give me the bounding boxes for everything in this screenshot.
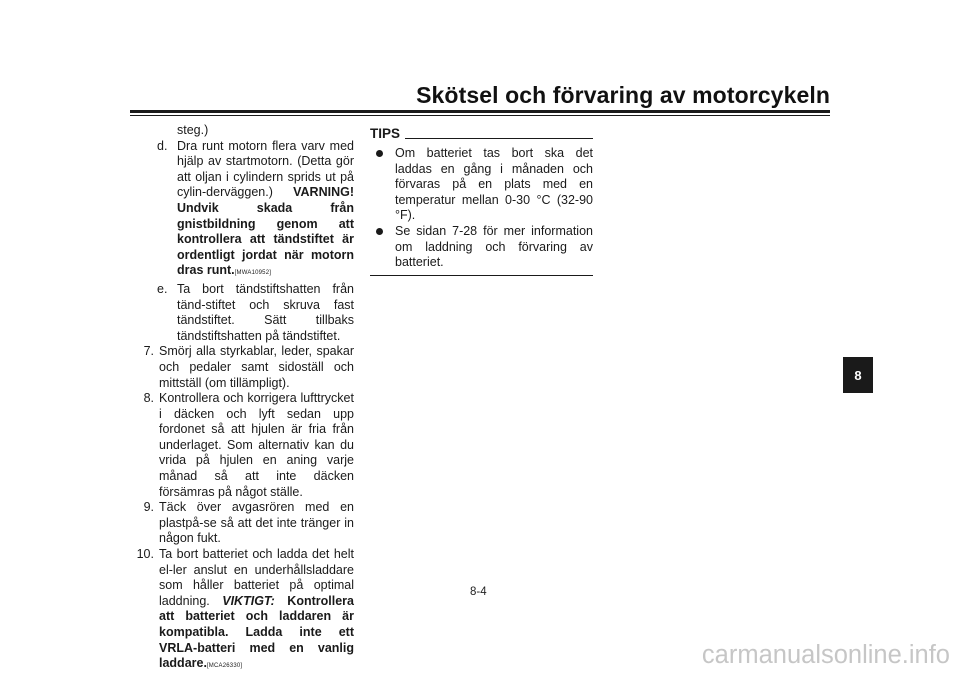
- step-7: [120, 344, 354, 391]
- watermark: carmanualsonline.info: [701, 641, 950, 669]
- step-e-label: e.: [157, 281, 168, 296]
- step-d: [120, 139, 354, 282]
- tip-item: [370, 146, 593, 224]
- header-rule-thin: [130, 115, 830, 116]
- step-d-warning: VARNING! Undvik skada från gnistbildning genom att kontrollera att tändstiftet är ordentligt jordat när motorn dras runt.: [177, 185, 354, 278]
- step-e-text: Ta bort tändstiftshatten från tänd-stiftet och skruva fast tändstiftet. Sätt tillbaks tändstiftshatten på tändstiftet.: [177, 281, 354, 343]
- step-8-text: Kontrollera och korrigera lufttrycket i däcken och lyft sedan upp fordonet så att hjulen är fria från underlaget. Som alternativ kan du vrida på hjulen en aning varje månad så att inte däcken försämras på något ställe.: [159, 391, 354, 499]
- page-number: 8-4: [470, 586, 487, 598]
- step-d-code: [MWA10952]: [234, 270, 272, 277]
- step-10-text: Ta bort batteriet och ladda det helt el-ler anslut en underhållsladdare som håller batteriet på optimal laddning.: [159, 547, 354, 608]
- step-10-notice: Kontrollera att batteriet och laddaren är kompatibla. Ladda inte ett VRLA-batteri med en vanlig laddare.: [159, 593, 354, 671]
- tips-header-rule: [405, 138, 593, 139]
- tips-list: [370, 146, 593, 271]
- tip-text: Om batteriet tas bort ska det laddas en gång i månaden och förvaras på en plats med en temperatur mellan 0-30 °C (32-90 °F).: [395, 146, 593, 223]
- step-e: [120, 282, 354, 344]
- header-rule-thick: [130, 110, 830, 113]
- tips-box: [370, 126, 593, 276]
- step-9-label: 9.: [143, 500, 154, 515]
- step-7-label: 7.: [143, 344, 154, 359]
- step-d-text: Dra runt motorn flera varv med hjälp av startmotorn. (Detta gör att oljan i cylindern sprids ut på cylin-derväggen.): [177, 138, 354, 200]
- intro-continuation: steg.): [177, 123, 209, 137]
- step-10-notice-label: VIKTIGT:: [222, 593, 275, 608]
- step-d-label: d.: [157, 138, 168, 153]
- left-column: [120, 123, 354, 675]
- bullet-icon: [376, 228, 383, 235]
- step-8-label: 8.: [143, 391, 154, 406]
- step-9-text: Täck över avgasrören med en plastpå-se så att det inte tränger in någon fukt.: [159, 500, 354, 546]
- page-title: Skötsel och förvaring av motorcykeln: [416, 82, 830, 108]
- step-7-text: Smörj alla styrkablar, leder, spakar och pedaler samt sidoställ och mittställ (om tillämpligt).: [159, 344, 354, 390]
- step-10-code: [MCA26330]: [206, 663, 243, 670]
- chapter-tab: 8: [843, 357, 873, 393]
- tip-text: Se sidan 7-28 för mer information om laddning och förvaring av batteriet.: [395, 223, 593, 270]
- step-8: [120, 391, 354, 500]
- tips-header: [370, 126, 593, 142]
- tip-item: [370, 224, 593, 271]
- tips-label: TIPS: [370, 126, 401, 141]
- step-10-label: 10.: [136, 547, 154, 562]
- tips-end-rule: [370, 275, 593, 276]
- step-10: [120, 547, 354, 675]
- bullet-icon: [376, 150, 383, 157]
- step-9: [120, 500, 354, 547]
